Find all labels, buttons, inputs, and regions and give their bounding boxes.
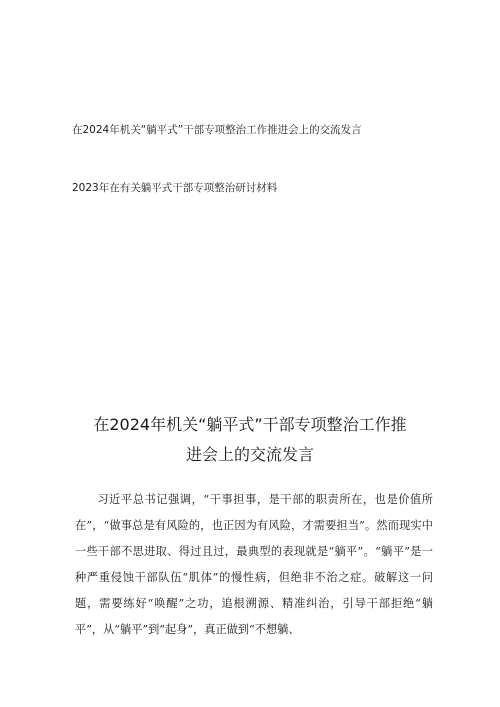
- article-title-line-1: 在2024年机关“躺平式”干部专项整治工作推: [93, 415, 407, 434]
- article-paragraph-1: 习近平总书记强调，“干事担事，是干部的职责所在，也是价值所在”，“做事总是有风险的，也正因为有风险，才需要担当”。然而现实中一些干部不思进取、得过且过，最典型的表现就是“躺平”。“躺平”是一种严重侵蚀干部队伍“肌体”的慢性病，但绝非不治之症。破解这一问题，需要练好“唤醒”之功，追根溯源、精准纠治，引导干部拒绝“躺平”，从“躺平”到“起身”，真正做到“不想躺、: [75, 493, 433, 636]
- toc-item-1: 在2024年机关“躺平式”干部专项整治工作推进会上的交流发言: [72, 124, 362, 136]
- toc-item-2: 2023年在有关躺平式干部专项整治研讨材料: [72, 182, 278, 194]
- article-title-line-2: 进会上的交流发言: [185, 445, 314, 464]
